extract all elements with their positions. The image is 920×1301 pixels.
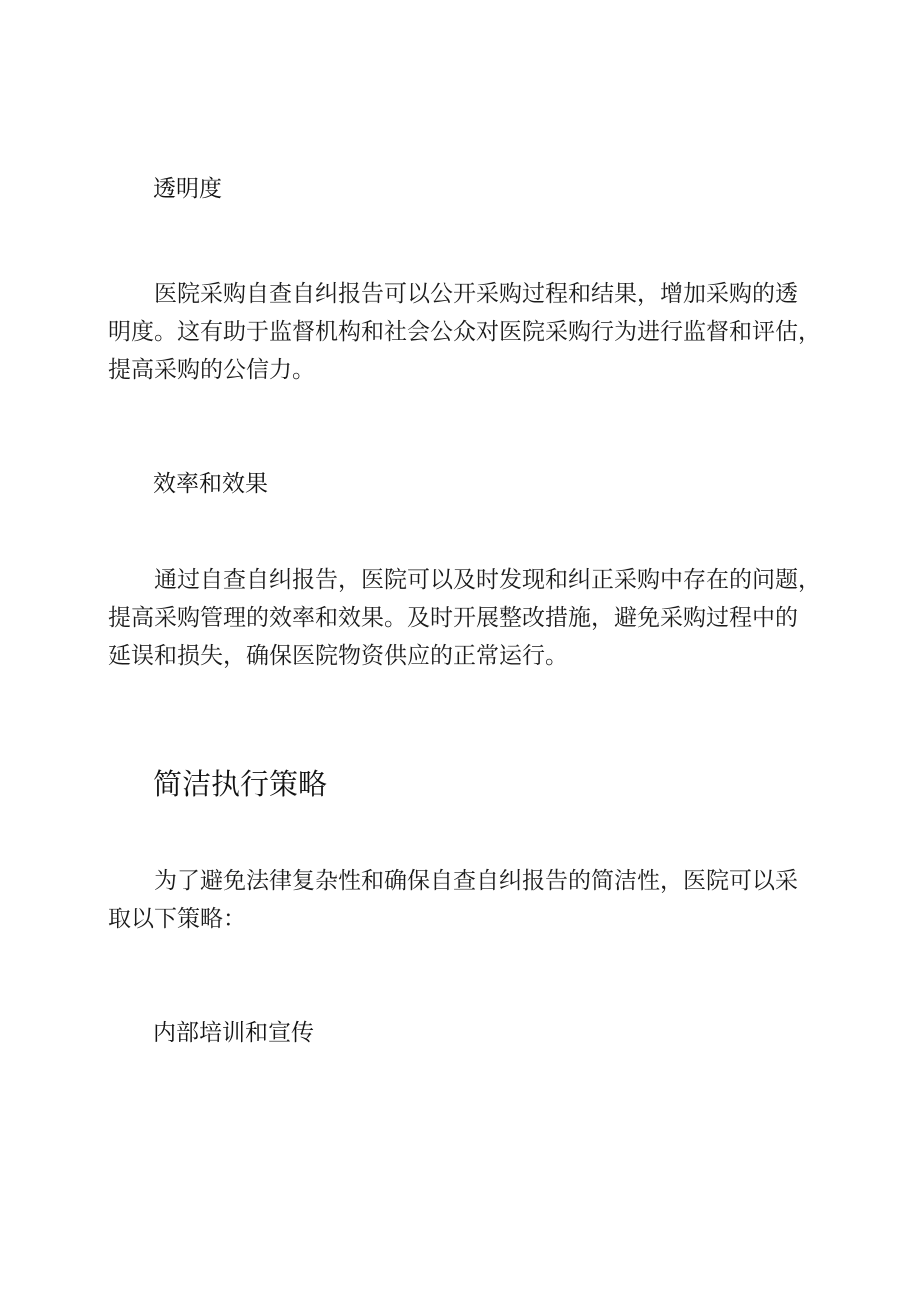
section-heading-transparency: 透明度	[153, 176, 222, 202]
paragraph-line: 提高采购的公信力。	[108, 357, 315, 383]
paragraph-transparency	[108, 275, 820, 389]
section-heading-strategy: 简洁执行策略	[153, 767, 328, 801]
paragraph-line: 为了避免法律复杂性和确保自查自纠报告的简洁性，医院可以采	[154, 868, 798, 894]
section-heading-efficiency: 效率和效果	[153, 471, 268, 497]
section-heading-training: 内部培训和宣传	[153, 1020, 314, 1046]
paragraph-line: 提高采购管理的效率和效果。及时开展整改措施，避免采购过程中的	[108, 605, 798, 631]
paragraph-line: 医院采购自查自纠报告可以公开采购过程和结果，增加采购的透	[154, 281, 798, 307]
paragraph-line: 明度。这有助于监督机构和社会公众对医院采购行为进行监督和评估，	[108, 319, 821, 345]
paragraph-strategy	[108, 862, 820, 938]
paragraph-efficiency	[108, 561, 820, 675]
paragraph-line: 延误和损失，确保医院物资供应的正常运行。	[108, 643, 568, 669]
paragraph-line: 取以下策略：	[108, 906, 246, 932]
paragraph-line: 通过自查自纠报告，医院可以及时发现和纠正采购中存在的问题，	[154, 567, 821, 593]
